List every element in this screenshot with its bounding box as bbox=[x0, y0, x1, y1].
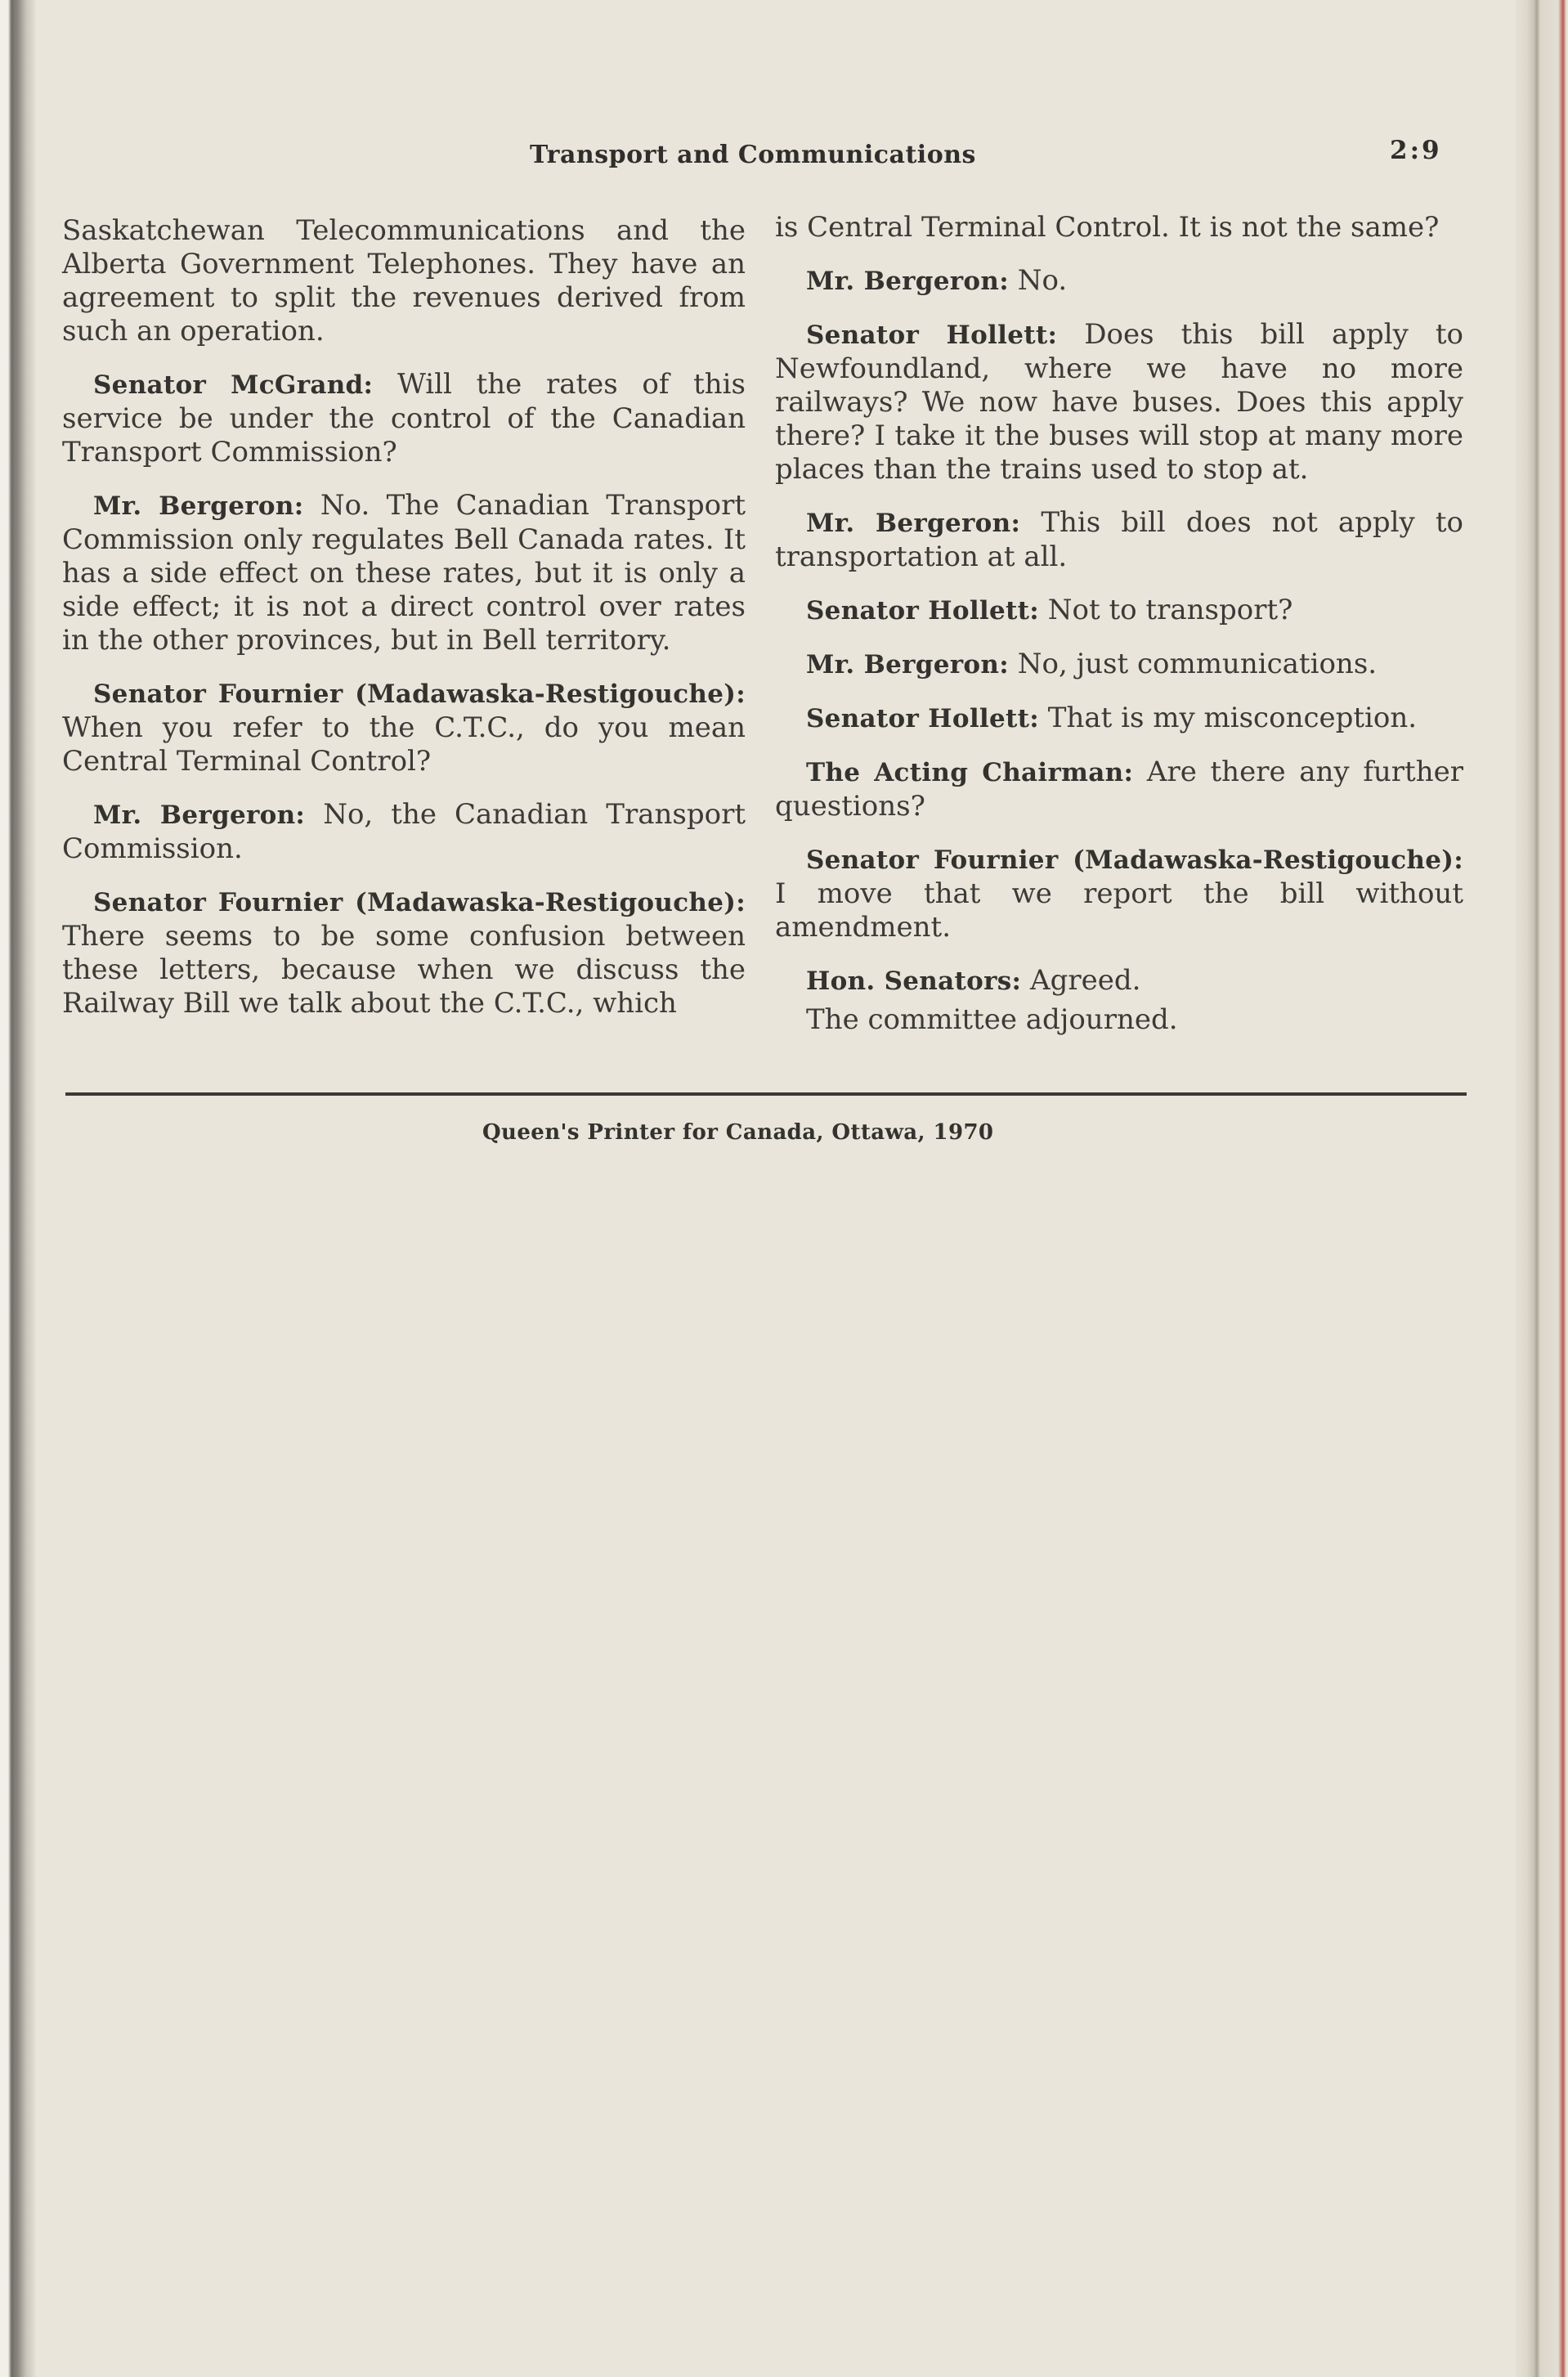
paragraph-text: Saskatchewan Telecommunications and the Alberta Government Telephones. They have an agreement to split the revenues derived from such an operation. bbox=[62, 214, 746, 348]
speaker-name: Mr. Bergeron: bbox=[806, 650, 1009, 679]
paragraph bbox=[62, 489, 746, 657]
paragraph bbox=[775, 756, 1463, 823]
paragraph-text: Agreed. bbox=[1021, 964, 1141, 997]
left-column bbox=[62, 214, 746, 1040]
paragraph-text: Are there any further questions? bbox=[775, 756, 1463, 823]
paragraph bbox=[62, 886, 746, 1020]
paragraph bbox=[775, 211, 1463, 244]
paragraph bbox=[62, 677, 746, 778]
footer-rule bbox=[65, 1092, 1467, 1096]
speaker-name: Senator Hollett: bbox=[806, 321, 1058, 350]
paragraph bbox=[775, 264, 1463, 298]
paragraph-text: No. bbox=[1008, 264, 1068, 297]
paragraph bbox=[775, 318, 1463, 487]
paragraph bbox=[775, 648, 1463, 682]
paragraph bbox=[775, 702, 1463, 736]
speaker-name: Senator McGrand: bbox=[93, 370, 374, 400]
paragraph-text: Not to transport? bbox=[1038, 594, 1293, 626]
speaker-name: Mr. Bergeron: bbox=[93, 801, 306, 830]
paragraph-text: No, just communications. bbox=[1008, 648, 1378, 680]
paragraph bbox=[775, 594, 1463, 628]
paragraph-text: There seems to be some confusion between these letters, because when we discuss the Railway Bill we talk about the C.T.C., which bbox=[62, 920, 746, 1020]
paragraph bbox=[775, 964, 1463, 998]
speaker-name: Senator Fournier (Madawaska-Restigouche): bbox=[806, 845, 1463, 875]
speaker-name: Hon. Senators: bbox=[806, 966, 1022, 996]
paragraph-text: No, the Canadian Transport Commission. bbox=[62, 798, 746, 865]
speaker-name: Senator Fournier (Madawaska-Restigouche): bbox=[93, 888, 746, 917]
running-header-title: Transport and Communications bbox=[530, 141, 976, 169]
paragraph-text: That is my misconception. bbox=[1038, 702, 1418, 734]
paragraph bbox=[775, 1003, 1463, 1037]
paragraph bbox=[62, 798, 746, 866]
paragraph bbox=[62, 368, 746, 469]
speaker-name: Senator Hollett: bbox=[806, 704, 1039, 733]
paragraph bbox=[775, 843, 1463, 944]
speaker-name: The Acting Chairman: bbox=[806, 758, 1134, 787]
paragraph-text: I move that we report the bill without amendment. bbox=[775, 877, 1463, 944]
paragraph-text: Does this bill apply to Newfoundland, where we have no more railways? We now have buses. Does this apply there? I take it the buses will stop at many more places than the trains used to stop at. bbox=[775, 318, 1463, 486]
paragraph-text: This bill does not apply to transportation at all. bbox=[775, 506, 1463, 573]
speaker-name: Senator Hollett: bbox=[806, 596, 1039, 626]
paragraph-text: When you refer to the C.T.C., do you mean Central Terminal Control? bbox=[62, 711, 746, 778]
paragraph bbox=[775, 506, 1463, 574]
printer-imprint: Queen's Printer for Canada, Ottawa, 1970 bbox=[482, 1120, 994, 1145]
speaker-name: Mr. Bergeron: bbox=[806, 267, 1009, 296]
paragraph-text: The committee adjourned. bbox=[806, 1003, 1178, 1036]
paragraph-text: Will the rates of this service be under the control of the Canadian Transport Commission? bbox=[62, 368, 746, 469]
paragraph-text: No. The Canadian Transport Commission only regulates Bell Canada rates. It has a side effect on these rates, but it is only a side effect; it is not a direct control over rates in the other provinces, but in Bell territory. bbox=[62, 489, 746, 657]
paragraph-text: is Central Terminal Control. It is not the same? bbox=[775, 211, 1440, 244]
speaker-name: Senator Fournier (Madawaska-Restigouche): bbox=[93, 679, 746, 709]
speaker-name: Mr. Bergeron: bbox=[806, 509, 1021, 538]
page-number: 2:9 bbox=[1390, 136, 1442, 165]
right-column bbox=[775, 211, 1463, 1056]
paragraph bbox=[62, 214, 746, 348]
speaker-name: Mr. Bergeron: bbox=[93, 491, 304, 521]
